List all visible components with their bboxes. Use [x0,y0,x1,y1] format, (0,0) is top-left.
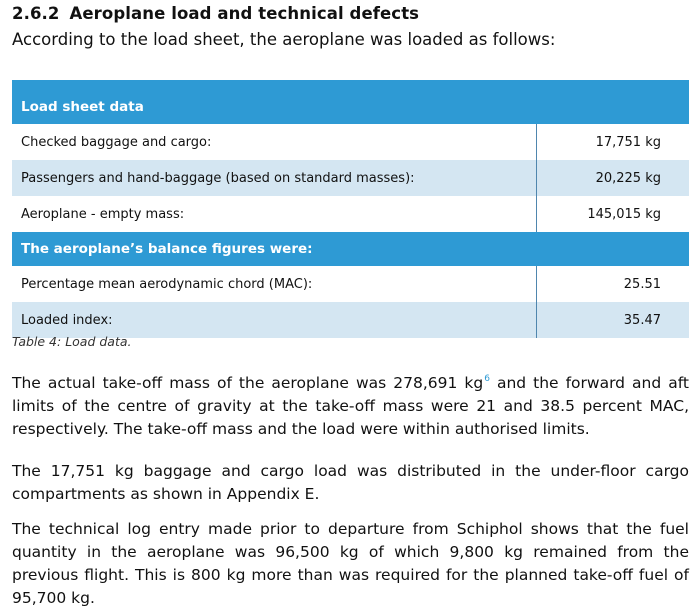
table-row [12,266,689,302]
row-value: 17,751 kg [537,124,690,160]
intro-text: According to the load sheet, the aeroplane was loaded as follows: [12,30,556,49]
footnote-link[interactable]: 6 [484,374,490,384]
row-label: Percentage mean aerodynamic chord (MAC): [21,276,313,292]
balance-header: The aeroplane’s balance figures were: [12,232,689,266]
row-value: 20,225 kg [537,160,690,196]
row-value: 145,015 kg [537,196,690,232]
paragraph-fuel: The technical log entry made prior to departure from Schiphol shows that the fuel quantity in the aeroplane was 96,500 kg of which 9,800 kg remained from the previous flight. This is 800 kg more than was required for the planned take-off fuel of 95,700 kg. [12,520,689,607]
row-label: Checked baggage and cargo: [21,134,212,150]
row-label: Loaded index: [12,302,537,338]
table-row [12,160,689,196]
section-title: Aeroplane load and technical defects [69,4,420,23]
load-sheet-table [12,80,689,338]
load-sheet-header: Load sheet data [12,82,689,124]
row-value: 35.47 [537,302,690,338]
table-header-row [12,82,689,124]
table-header-row [12,232,689,266]
table-caption: Table 4: Load data. [12,334,132,349]
row-label: Aeroplane - empty mass: [21,206,185,222]
paragraph-text: The actual take-off mass of the aeroplane was 278,691 kg [12,374,484,392]
section-number: 2.6.2 [12,4,60,23]
table-row [12,302,689,338]
section-heading [12,4,419,23]
row-label: Passengers and hand-baggage (based on standard masses): [12,160,537,196]
table-row [12,124,689,160]
row-value: 25.51 [537,266,690,302]
paragraph-cargo: The 17,751 kg baggage and cargo load was distributed in the under-floor cargo compartments as shown in Appendix E. [12,462,689,503]
paragraph-takeoff-mass [12,368,689,441]
table-row [12,196,689,232]
paragraph-text: and the forward and aft limits of the centre of gravity at the take-off mass were 21 and 38.5 percent MAC, respectively. The take-off mass and the load were within authorised limits. [12,374,689,438]
